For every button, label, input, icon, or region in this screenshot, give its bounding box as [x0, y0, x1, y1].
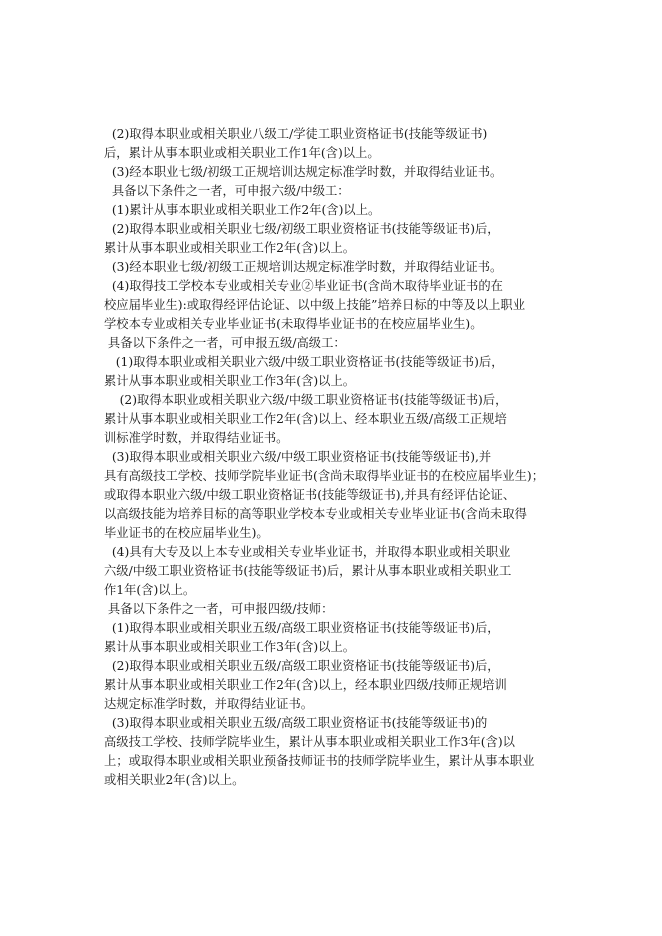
- text-line: 累计从事本职业或相关职业工作2年(含)以上。: [104, 241, 356, 255]
- text-line: (4)取得技工学校本专业或相关专业②毕业证书(含尚木取待毕业证书的在: [104, 279, 503, 293]
- text-line: 毕业证书的在校应届毕业生)。: [104, 526, 269, 540]
- text-line: (3)经本职业七级/初级工正规培训达规定标准学时数，并取得结业证书。: [104, 165, 503, 179]
- text-line: 具备以下条件之一者，可申报五级/高级工：: [104, 336, 346, 350]
- text-line: 后，累计从事本职业或相关职业工作1年(含)以上。: [104, 146, 380, 160]
- text-line: 训标准学时数，并取得结业证书。: [104, 431, 289, 445]
- text-line: (1)取得本职业或相关职业六级/中级工职业资格证书(技能等级证书)后，: [104, 355, 504, 369]
- text-line: 上；或取得本职业或相关职业预备技师证书的技师学院毕业生，累计从事本职业: [104, 754, 535, 768]
- text-line: 或取得本职业六级/中级工职业资格证书(技能等级证书),并具有经评估论证、: [104, 488, 516, 502]
- text-line: 累计从事本职业或相关职业工作2年(含)以上，经本职业四级/技师正规培训: [104, 678, 507, 692]
- text-line: 校应届毕业生):或取得经评估论证、以中级上技能”培养日标的中等及以上职业: [104, 298, 526, 312]
- text-line: (2)取得本职业或相关职业七级/初级工职业资格证书(技能等级证书)后，: [104, 222, 500, 236]
- text-line: 累计从事本职业或相关职业工作3年(含)以上。: [104, 374, 356, 388]
- text-line: 具备以下条件之一者，可申报四级/技师：: [104, 602, 334, 616]
- text-line: 具备以下条件之一者，可申报六级/中级工：: [104, 184, 350, 198]
- text-line: (2)取得本职业或相关职业六级/中级工职业资格证书(技能等级证书)后，: [104, 393, 508, 407]
- text-line: 高级技工学校、技师学院毕业生，累计从事本职业或相关职业工作3年(含)以: [104, 735, 515, 749]
- text-line: (4)具有大专及以上本专业或相关专业毕业证书，并取得本职业或相关职业: [104, 545, 511, 559]
- text-line: 累计从事本职业或相关职业工作3年(含)以上。: [104, 640, 356, 654]
- text-line: 具有高级技工学校、技师学院毕业证书(含尚未取得毕业证书的在校应届毕业生)；: [104, 469, 544, 483]
- text-line: (1)累计从事本职业或相关职业工作2年(含)以上。: [104, 203, 381, 217]
- text-line: (3)经本职业七级/初级工正规培训达规定标准学时数，并取得结业证书。: [104, 260, 503, 274]
- text-line: 以高级技能为培养目标的高等职业学校本专业或相关专业毕业证书(含尚未取得: [104, 507, 527, 521]
- text-line: (1)取得本职业或相关职业五级/高级工职业资格证书(技能等级证书)后，: [104, 621, 500, 635]
- text-line: (2)取得本职业或相关职业五级/高级工职业资格证书(技能等级证书)后，: [104, 659, 500, 673]
- text-line: 累计从事本职业或相关职业工作2年(含)以上、经本职业五级/高级工正规培: [104, 412, 507, 426]
- document-body: [104, 125, 610, 790]
- text-line: 或相关职业2年(含)以上。: [104, 773, 245, 787]
- text-line: 学校本专业或相关专业毕业证书(未取得毕业证书的在校应届毕业生)。: [104, 317, 483, 331]
- text-line: (3)取得本职业或相关职业六级/中级工职业资格证书(技能等级证书),并: [104, 450, 492, 464]
- text-line: (3)取得本职业或相关职业五级/高级工职业资格证书(技能等级证书)的: [104, 716, 488, 730]
- text-line: 六级/中级工职业资格证书(技能等级证书)后，累计从事本职业或相关职业工: [104, 564, 512, 578]
- text-line: 达规定标准学时数，并取得结业证书。: [104, 697, 314, 711]
- text-line: 作1年(含)以上。: [104, 583, 196, 597]
- text-line: (2)取得本职业或相关职业八级工/学徒工职业资格证书(技能等级证书): [104, 127, 488, 141]
